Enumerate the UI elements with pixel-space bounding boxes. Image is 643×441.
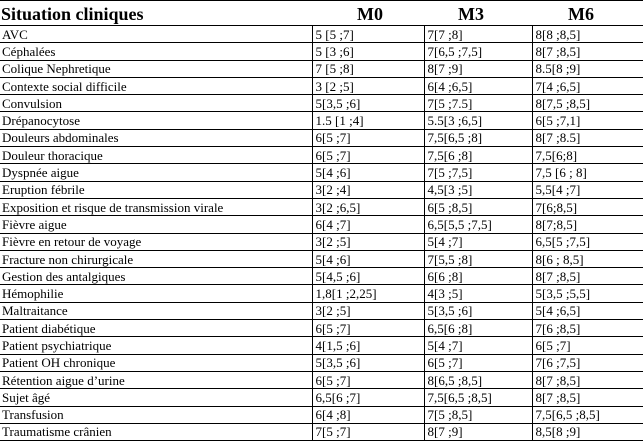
m3-cell: 5[4 ;7] [424,233,532,250]
m0-cell: 3[2 ;5] [312,302,424,319]
table-row [0,268,643,285]
m6-cell: 6[5 ;7] [532,337,643,354]
situation-cell: Sujet âgé [0,389,312,406]
table-row [0,250,643,267]
situation-cell: Céphalées [0,43,312,60]
situation-cell: Colique Nephretique [0,60,312,77]
m6-cell: 8[8 ;8,5] [532,26,643,43]
table-row [0,60,643,77]
table-row [0,112,643,129]
table-row [0,43,643,60]
m0-cell: 3[2 ;4] [312,181,424,198]
m3-cell: 8[7 ;9] [424,423,532,440]
m6-cell: 8[7 ;8,5] [532,389,643,406]
situation-cell: Patient diabétique [0,320,312,337]
m0-cell: 5[4,5 ;6] [312,268,424,285]
m3-cell: 6,5[6 ;8] [424,320,532,337]
m6-cell: 7[6;8,5] [532,198,643,215]
table-row [0,95,643,112]
m0-cell: 5 [3 ;6] [312,43,424,60]
m6-cell: 7,5 [6 ; 8] [532,164,643,181]
m0-cell: 6[5 ;7] [312,371,424,388]
table-row [0,233,643,250]
m3-cell: 8[6,5 ;8,5] [424,371,532,388]
situation-cell: Rétention aigue d’urine [0,371,312,388]
table-row [0,285,643,302]
m6-cell: 8[7 ;8,5] [532,43,643,60]
m6-cell: 7[6 ;7,5] [532,354,643,371]
m6-cell: 5[4 ;6,5] [532,302,643,319]
table-row [0,129,643,146]
m0-cell: 6,5[6 ;7] [312,389,424,406]
m3-cell: 6,5[5,5 ;7,5] [424,216,532,233]
situation-cell: Douleurs abdominales [0,129,312,146]
m0-cell: 6[5 ;7] [312,147,424,164]
m0-cell: 5[4 ;6] [312,250,424,267]
m0-cell: 5[3,5 ;6] [312,95,424,112]
table-row [0,164,643,181]
m3-cell: 6[4 ;6,5] [424,77,532,94]
table-row [0,26,643,43]
m0-cell: 6[4 ;8] [312,406,424,423]
m3-cell: 7[6,5 ;7,5] [424,43,532,60]
m6-cell: 7,5[6,5 ;8,5] [532,406,643,423]
m0-cell: 7[5 ;7] [312,423,424,440]
table-header [0,1,643,26]
header-situation: Situation cliniques [0,1,312,26]
table-row [0,320,643,337]
m3-cell: 7,5[6,5 ;8] [424,129,532,146]
table-row [0,181,643,198]
situation-cell: Maltraitance [0,302,312,319]
situation-cell: Gestion des antalgiques [0,268,312,285]
m6-cell: 8[7 ;8,5] [532,268,643,285]
header-m6: M6 [532,1,643,26]
situation-cell: Eruption fébrile [0,181,312,198]
m6-cell: 6,5[5 ;7,5] [532,233,643,250]
m3-cell: 7[5,5 ;8] [424,250,532,267]
m3-cell: 7[5 ;8,5] [424,406,532,423]
situation-cell: Fièvre en retour de voyage [0,233,312,250]
m3-cell: 4[3 ;5] [424,285,532,302]
table-row [0,198,643,215]
m0-cell: 3[2 ;6,5] [312,198,424,215]
m0-cell: 4[1,5 ;6] [312,337,424,354]
m0-cell: 6[5 ;7] [312,320,424,337]
m3-cell: 7[5 ;7.5] [424,95,532,112]
m0-cell: 6[5 ;7] [312,129,424,146]
m3-cell: 6[6 ;8] [424,268,532,285]
situation-cell: Douleur thoracique [0,147,312,164]
situation-cell: Patient psychiatrique [0,337,312,354]
m6-cell: 8[7;8,5] [532,216,643,233]
situation-cell: Contexte social difficile [0,77,312,94]
m3-cell: 7[7 ;8] [424,26,532,43]
m0-cell: 5[4 ;6] [312,164,424,181]
table-row [0,77,643,94]
m0-cell: 1,8[1 ;2,25] [312,285,424,302]
table-row [0,147,643,164]
situation-cell: Fracture non chirurgicale [0,250,312,267]
situation-cell: Transfusion [0,406,312,423]
m3-cell: 8[7 ;9] [424,60,532,77]
situation-cell: Exposition et risque de transmission virale [0,198,312,215]
situation-cell: Drépanocytose [0,112,312,129]
m6-cell: 8[7 ;8,5] [532,371,643,388]
m3-cell: 5[4 ;7] [424,337,532,354]
table-row [0,371,643,388]
m3-cell: 7,5[6,5 ;8,5] [424,389,532,406]
m3-cell: 7[5 ;7,5] [424,164,532,181]
header-row [0,1,643,26]
m6-cell: 8[6 ; 8,5] [532,250,643,267]
m0-cell: 3 [2 ;5] [312,77,424,94]
situation-cell: Dyspnée aigue [0,164,312,181]
table-row [0,302,643,319]
table-row [0,216,643,233]
situation-cell: AVC [0,26,312,43]
m6-cell: 5,5[4 ;7] [532,181,643,198]
situation-cell: Convulsion [0,95,312,112]
m6-cell: 5[3,5 ;5,5] [532,285,643,302]
header-m0: M0 [312,1,424,26]
m3-cell: 5[3,5 ;6] [424,302,532,319]
m0-cell: 6[4 ;7] [312,216,424,233]
m6-cell: 8,5[8 ;9] [532,423,643,440]
m0-cell: 7 [5 ;8] [312,60,424,77]
situation-cell: Hémophilie [0,285,312,302]
table-row [0,406,643,423]
m3-cell: 5.5[3 ;6,5] [424,112,532,129]
m6-cell: 8[7,5 ;8,5] [532,95,643,112]
m6-cell: 8.5[8 ;9] [532,60,643,77]
m0-cell: 5[3,5 ;6] [312,354,424,371]
header-m3: M3 [424,1,532,26]
table-row [0,389,643,406]
m0-cell: 1.5 [1 ;4] [312,112,424,129]
m0-cell: 3[2 ;5] [312,233,424,250]
m0-cell: 5 [5 ;7] [312,26,424,43]
table-body [0,26,643,441]
m3-cell: 6[5 ;8,5] [424,198,532,215]
situation-cell: Traumatisme crânien [0,423,312,440]
m3-cell: 7,5[6 ;8] [424,147,532,164]
m6-cell: 7[4 ;6,5] [532,77,643,94]
m6-cell: 7[6 ;8,5] [532,320,643,337]
m6-cell: 7,5[6;8] [532,147,643,164]
situation-cell: Fièvre aigue [0,216,312,233]
table-row [0,337,643,354]
table-row [0,354,643,371]
situation-cell: Patient OH chronique [0,354,312,371]
m6-cell: 6[5 ;7,1] [532,112,643,129]
m3-cell: 6[5 ;7] [424,354,532,371]
m3-cell: 4,5[3 ;5] [424,181,532,198]
m6-cell: 8[7 ;8.5] [532,129,643,146]
